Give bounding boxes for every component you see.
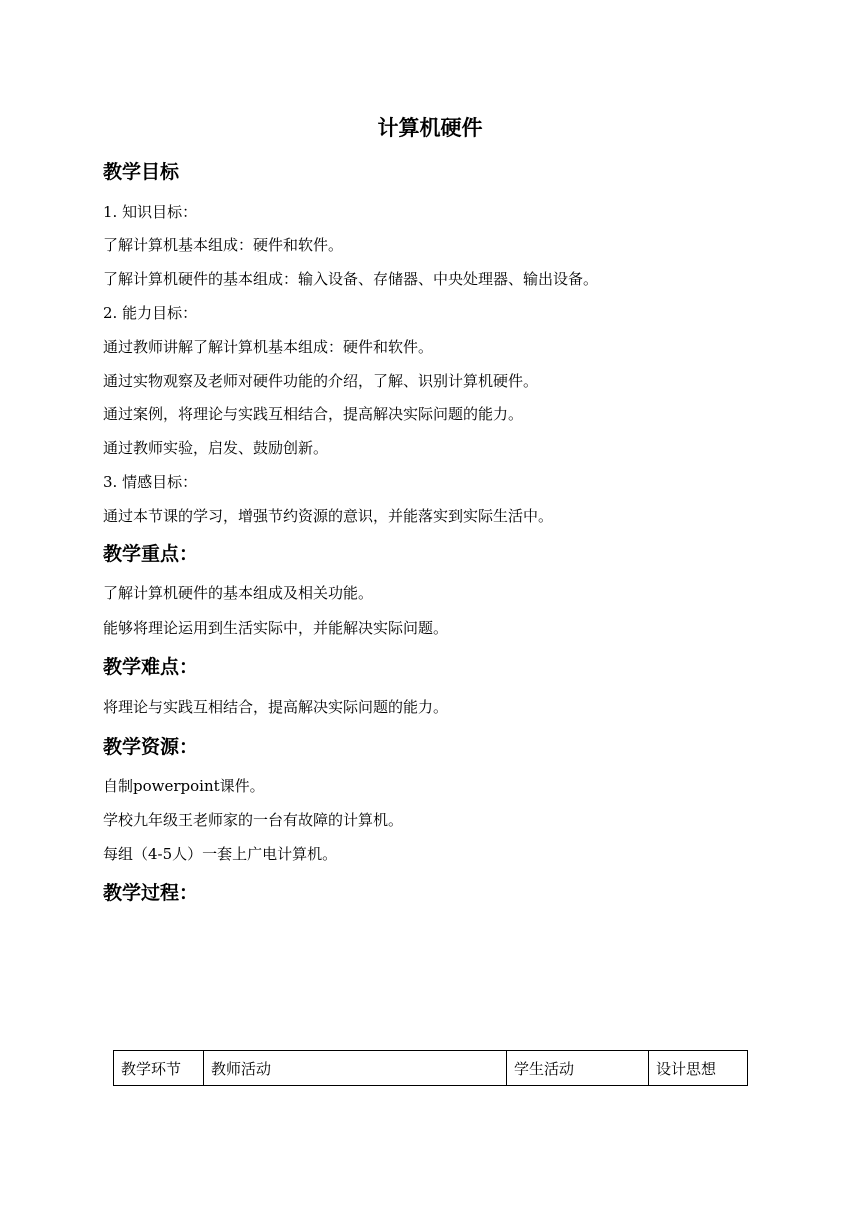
document-title: 计算机硬件: [377, 116, 483, 140]
knowledge-objective-item: 了解计算机基本组成：硬件和软件。: [103, 236, 344, 254]
knowledge-objective-label: 1. 知识目标：: [103, 203, 198, 221]
objectives-heading: 教学目标: [103, 161, 180, 183]
column-header-student-activity: 学生活动: [507, 1051, 649, 1086]
ability-objective-item: 通过教师实验，启发、鼓励创新。: [103, 439, 329, 457]
key-point-item: 了解计算机硬件的基本组成及相关功能。: [103, 584, 374, 602]
column-header-stage: 教学环节: [114, 1051, 204, 1086]
ability-objective-item: 通过教师讲解了解计算机基本组成：硬件和软件。: [103, 338, 434, 356]
ability-objective-item: 通过实物观察及老师对硬件功能的介绍，了解、识别计算机硬件。: [103, 372, 539, 390]
resource-item: 学校九年级王老师家的一台有故障的计算机。: [103, 811, 404, 829]
key-points-heading: 教学重点：: [103, 543, 199, 565]
knowledge-objective-item: 了解计算机硬件的基本组成：输入设备、存储器、中央处理器、输出设备。: [103, 270, 599, 288]
resource-item: 自制powerpoint课件。: [103, 777, 265, 795]
resource-item: 每组（4-5人）一套上广电计算机。: [103, 845, 338, 863]
column-header-teacher-activity: 教师活动: [204, 1051, 507, 1086]
key-point-item: 能够将理论运用到生活实际中，并能解决实际问题。: [103, 619, 449, 637]
emotion-objective-item: 通过本节课的学习，增强节约资源的意识，并能落实到实际生活中。: [103, 507, 554, 525]
process-heading: 教学过程：: [103, 882, 199, 904]
ability-objective-item: 通过案例，将理论与实践互相结合，提高解决实际问题的能力。: [103, 405, 524, 423]
resources-heading: 教学资源：: [103, 736, 199, 758]
emotion-objective-label: 3. 情感目标：: [103, 473, 198, 491]
difficulty-item: 将理论与实践互相结合，提高解决实际问题的能力。: [103, 698, 449, 716]
process-table: [113, 1050, 748, 1086]
column-header-design-idea: 设计思想: [649, 1051, 748, 1086]
difficulties-heading: 教学难点：: [103, 656, 199, 678]
ability-objective-label: 2. 能力目标：: [103, 304, 198, 322]
table-header-row: [114, 1051, 748, 1086]
